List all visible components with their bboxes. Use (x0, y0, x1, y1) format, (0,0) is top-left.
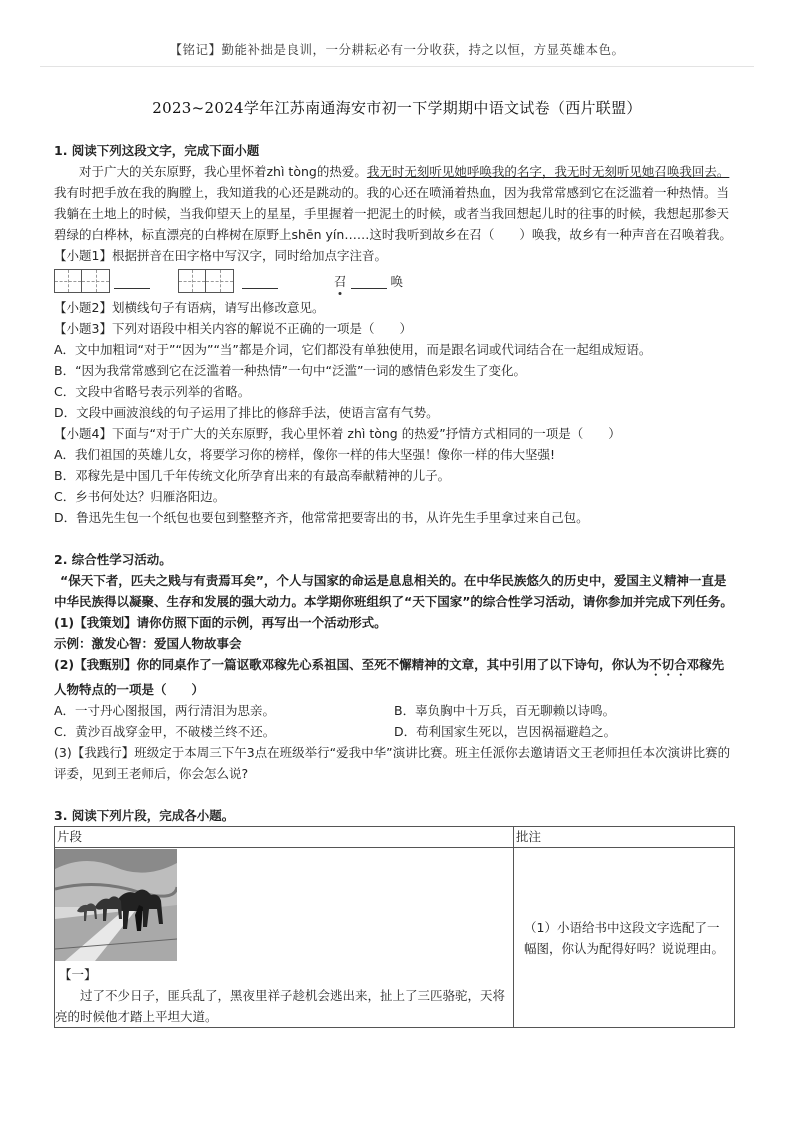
emphasis-not-fit: 不切合 (649, 657, 687, 672)
question-2-options (54, 700, 736, 742)
tianzige-pair-2[interactable] (178, 269, 234, 293)
column-header-notes: 批注 (514, 827, 735, 848)
section-marker: 【一】 (59, 967, 97, 982)
option-a[interactable]: A．我们祖国的英雄儿女，将要学习你的榜样，像你一样的伟大坚强！像你一样的伟大坚强! (54, 447, 556, 462)
part-2-text: (2)【我甄别】你的同桌作了一篇讴歌邓稼先心系祖国、至死不懈精神的文章，其中引用了以下诗句，你认为 (54, 657, 650, 672)
tianzige-box[interactable] (178, 269, 206, 293)
question-2-example: 示例：激发心智：爱国人物故事会 (54, 636, 242, 651)
subquestion-1-label: 【小题1】根据拼音在田字格中写汉字，同时给加点字注音。 (54, 248, 387, 263)
option-d[interactable]: D．文段中画波浪线的句子运用了排比的修辞手法，使语言富有气势。 (54, 405, 439, 420)
pinyin-blank-2[interactable] (242, 274, 278, 289)
pinyin-blank-3[interactable] (351, 274, 387, 289)
option-a[interactable]: A．文中加粗词“对于”“因为”“当”都是介词，它们都没有单独使用，而是跟名词或代词结合在一起组成短语。 (54, 342, 652, 357)
option-d[interactable]: D．鲁迅先生包一个纸包也要包到整整齐齐，他常常把要寄出的书，从许先生手里拿过来自己包。 (54, 510, 589, 525)
tianzige-pair-1[interactable] (54, 269, 110, 293)
question-2-intro: “保天下者，匹夫之贱与有责焉耳矣”，个人与国家的命运是息息相关的。在中华民族悠久的历史中，爱国主义精神一直是中华民族得以凝聚、生存和发展的强大动力。本学期你班组织了“天下国家”的综合性学习活动，请你参加并完成下列任务。 (54, 573, 733, 609)
dotted-char: 召 (334, 274, 347, 289)
annotation-note: （1）小语给书中这段文字选配了一幅图，你认为配得好吗？说说理由。 (514, 848, 735, 1028)
option-c[interactable]: C．乡书何处达？归雁洛阳边。 (54, 489, 226, 504)
part-2-text-end: 邓稼先人物特点的一项是（ ） (54, 657, 725, 697)
annotation-table (54, 826, 735, 1028)
excerpt-passage: 过了不少日子，匪兵乱了，黑夜里祥子趁机会逃出来，扯上了三匹骆驼，天将亮的时候他才踏上平坦大道。 (55, 988, 506, 1024)
option-a[interactable]: A．一寸丹心图报国，两行清泪为思亲。 (54, 703, 276, 718)
subquestion-2: 【小题2】划横线句子有语病，请写出修改意见。 (54, 300, 325, 315)
passage-sentence-3: 我有时把手放在我的胸膛上，我知道我的心还是跳动的。我的心还在喷涌着热血，因为我常常感到它在泛滥着一种热情。当我躺在土地上的时候，当我仰望天上的星星，手里握着一把泥土的时候，或者当我回想起儿时的往事的时候，我想起那参天碧绿的白桦林，标直漂亮的白桦树在原野上shēn yín……这时我听到故乡在召（ ）唤我，故乡有一种声音在召唤着我。 (54, 185, 732, 242)
tianzige-row (54, 268, 736, 294)
question-2-part-1: (1)【我策划】请你仿照下面的示例，再写出一个活动形式。 (54, 615, 387, 630)
column-header-excerpt: 片段 (55, 827, 514, 848)
excerpt-cell (55, 848, 514, 1028)
char-after-blank: 唤 (390, 274, 404, 289)
tianzige-box[interactable] (206, 269, 234, 293)
option-c[interactable]: C．文段中省略号表示列举的省略。 (54, 384, 251, 399)
question-1 (54, 141, 736, 528)
subquestion-3-label: 【小题3】下列对语段中相关内容的解说不正确的一项是（ ） (54, 321, 412, 336)
tianzige-box[interactable] (82, 269, 110, 293)
option-c[interactable]: C．黄沙百战穿金甲，不破楼兰终不还。 (54, 724, 276, 739)
passage-sentence-1: 对于广大的关东原野，我心里怀着zhì tòng的热爱。 (79, 164, 367, 179)
question-2-title: 2. 综合性学习活动。 (54, 552, 172, 567)
tianzige-box[interactable] (54, 269, 82, 293)
question-2-part-2 (54, 654, 736, 700)
exam-content (54, 141, 736, 1028)
option-b[interactable]: B．辜负胸中十万兵，百无聊赖以诗鸣。 (394, 703, 616, 718)
question-1-passage (54, 161, 736, 245)
header-divider (40, 66, 754, 67)
subquestion-4-label: 【小题4】下面与“对于广大的关东原野，我心里怀着 zhì tòng 的热爱”抒情方式相同的一项是（ ） (54, 426, 621, 441)
page-motto: 【铭记】勤能补拙是良训，一分耕耘必有一分收获，持之以恒，方显英雄本色。 (169, 42, 625, 57)
question-3 (54, 806, 736, 1028)
question-1-title: 1. 阅读下列这段文字，完成下面小题 (54, 143, 260, 158)
question-2 (54, 550, 736, 784)
question-3-title: 3. 阅读下列片段，完成各小题。 (54, 808, 235, 823)
exam-title: 2023~2024学年江苏南通海安市初一下学期期中语文试卷（西片联盟） (152, 99, 642, 117)
camel-illustration (55, 849, 177, 961)
option-b[interactable]: B．“因为我常常感到它在泛滥着一种热情”一句中“泛滥”一词的感情色彩发生了变化。 (54, 363, 526, 378)
pinyin-blank-1[interactable] (114, 274, 150, 289)
underlined-sentence: 我无时无刻听见她呼唤我的名字，我无时无刻听见她召唤我回去。 (366, 164, 730, 179)
question-2-part-3: (3)【我践行】班级定于本周三下午3点在班级举行“爱我中华”演讲比赛。班主任派你去邀请语文王老师担任本次演讲比赛的评委，见到王老师后，你会怎么说? (54, 745, 731, 781)
option-b[interactable]: B．邓稼先是中国几千年传统文化所孕育出来的有最高奉献精神的儿子。 (54, 468, 451, 483)
option-d[interactable]: D．苟利国家生死以，岂因祸福避趋之。 (394, 724, 617, 739)
